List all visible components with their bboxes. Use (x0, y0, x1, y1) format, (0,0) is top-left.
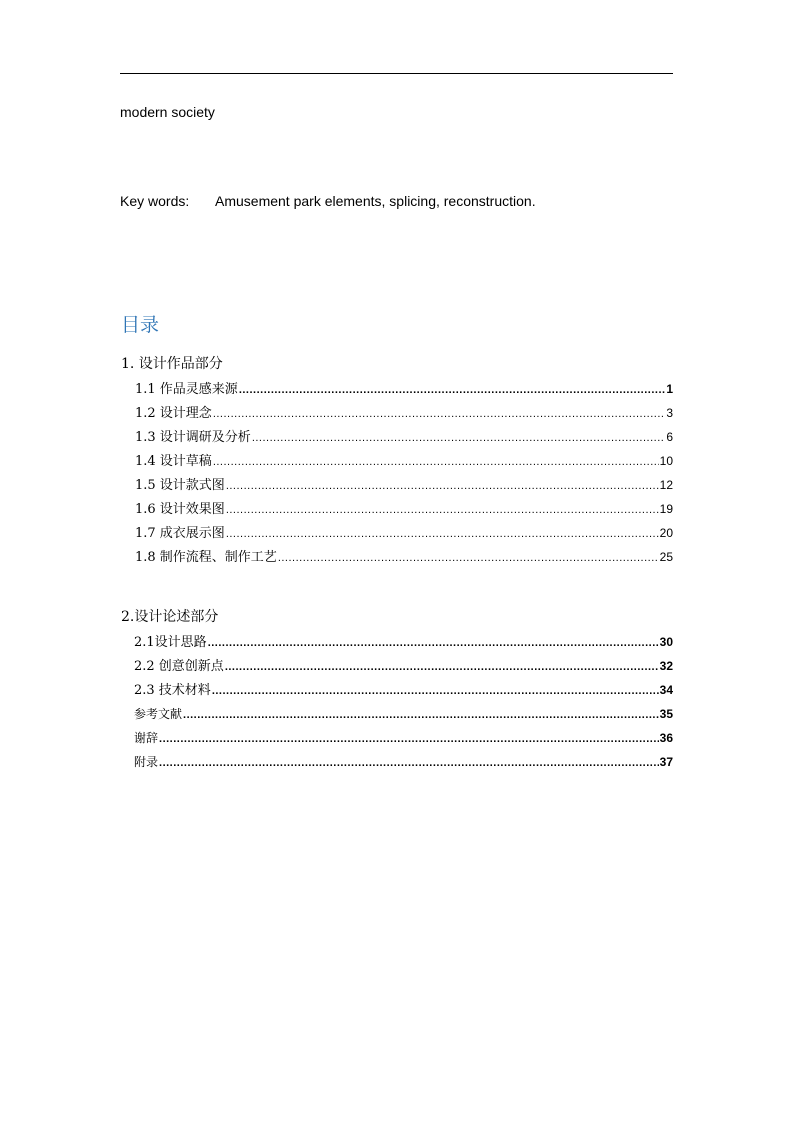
toc-entry-title: 参考文献 (134, 707, 183, 721)
toc-leader-dots (213, 453, 659, 471)
toc-leader-dots (252, 429, 666, 447)
toc-entry-title: 1.2 设计理念 (135, 406, 212, 421)
toc-entry-title: 2.1设计思路 (134, 635, 207, 650)
toc-entry-1-4[interactable] (135, 452, 673, 470)
toc-page-number: 1 (666, 382, 673, 396)
toc-page-number: 10 (659, 454, 673, 468)
toc-page-number: 32 (659, 659, 673, 673)
toc-page-number: 19 (659, 502, 673, 516)
toc-entry-title: 1.1 作品灵感来源 (135, 382, 238, 397)
toc-entry-title: 1.8 制作流程、制作工艺 (135, 550, 277, 565)
toc-entry-title: 1.4 设计草稿 (135, 454, 212, 469)
toc-page-number: 6 (666, 430, 673, 444)
toc-entry-title: 1.6 设计效果图 (135, 502, 225, 517)
toc-entry-1-8[interactable] (135, 548, 673, 566)
abstract-continuation-text: modern society (120, 104, 215, 120)
keywords-line (120, 192, 536, 210)
toc-entry-1-5[interactable] (135, 476, 673, 494)
toc-entry-2-2[interactable] (134, 657, 673, 675)
toc-entry-1-7[interactable] (135, 524, 673, 542)
toc-page-number: 34 (659, 683, 673, 697)
toc-leader-dots (225, 658, 659, 676)
toc-entry-2-1[interactable] (134, 633, 673, 651)
toc-leader-dots (226, 501, 659, 519)
toc-page-number: 36 (659, 731, 673, 745)
keywords-value: Amusement park elements, splicing, reconstruction. (215, 193, 536, 209)
toc-leader-dots (278, 549, 659, 567)
toc-title: 目录 (121, 314, 160, 336)
toc-entry-title: 谢辞 (134, 731, 159, 745)
toc-entry-1-6[interactable] (135, 500, 673, 518)
toc-page-number: 25 (659, 550, 673, 564)
toc-entry-acknowledgements[interactable] (134, 729, 673, 747)
toc-leader-dots (159, 730, 659, 748)
toc-leader-dots (212, 682, 659, 700)
toc-leader-dots (226, 525, 659, 543)
toc-leader-dots (159, 754, 659, 772)
keywords-label: Key words: (120, 193, 190, 209)
toc-page-number: 3 (666, 406, 673, 420)
toc-entry-1-3[interactable] (135, 428, 673, 446)
toc-section-2-heading: 2.设计论述部分 (121, 609, 219, 625)
toc-entry-title: 2.2 创意创新点 (134, 659, 224, 674)
toc-entry-title: 附录 (134, 755, 159, 769)
toc-page-number: 12 (659, 478, 673, 492)
toc-leader-dots (208, 634, 659, 652)
toc-entry-title: 2.3 技术材料 (134, 683, 211, 698)
header-rule (120, 73, 673, 74)
toc-entry-title: 1.5 设计款式图 (135, 478, 225, 493)
toc-leader-dots (239, 381, 666, 399)
toc-leader-dots (213, 405, 666, 423)
toc-entry-title: 1.7 成衣展示图 (135, 526, 225, 541)
toc-page-number: 37 (659, 755, 673, 769)
toc-page-number: 20 (659, 526, 673, 540)
toc-entry-references[interactable] (134, 705, 673, 723)
toc-leader-dots (183, 706, 659, 724)
toc-page-number: 35 (659, 707, 673, 721)
toc-entry-1-2[interactable] (135, 404, 673, 422)
toc-entry-title: 1.3 设计调研及分析 (135, 430, 251, 445)
toc-leader-dots (226, 477, 659, 495)
toc-section-1-heading: 1. 设计作品部分 (121, 356, 223, 372)
toc-entry-2-3[interactable] (134, 681, 673, 699)
toc-entry-appendix[interactable] (134, 753, 673, 771)
toc-page-number: 30 (659, 635, 673, 649)
toc-entry-1-1[interactable] (135, 380, 673, 398)
